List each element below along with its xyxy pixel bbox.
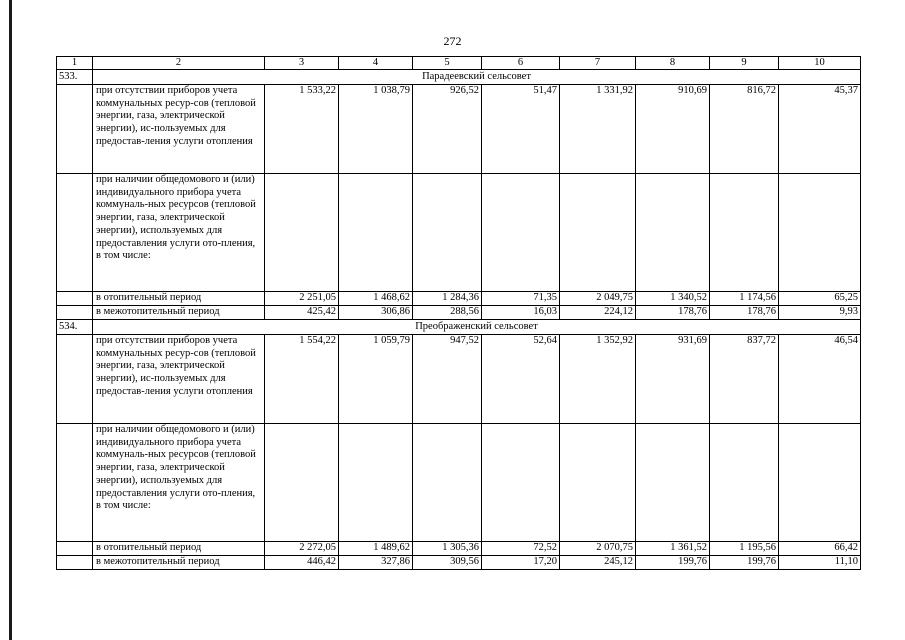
page-edge-rule	[9, 0, 12, 640]
value-cell: 1 331,92	[560, 85, 636, 174]
table-row	[57, 424, 861, 542]
value-cell: 178,76	[710, 306, 779, 320]
table-row	[57, 306, 861, 320]
table-row	[57, 174, 861, 292]
value-cell: 2 272,05	[265, 542, 339, 556]
value-cell: 1 174,56	[710, 292, 779, 306]
value-cell: 288,56	[413, 306, 482, 320]
empty-cell	[57, 424, 93, 542]
value-cell: 816,72	[710, 85, 779, 174]
table-row	[57, 542, 861, 556]
column-header: 5	[413, 57, 482, 70]
section-number: 533.	[57, 70, 93, 85]
value-cell	[413, 174, 482, 292]
column-header: 3	[265, 57, 339, 70]
value-cell	[779, 174, 861, 292]
tariff-table	[56, 56, 861, 570]
table-row	[57, 85, 861, 174]
value-cell: 1 305,36	[413, 542, 482, 556]
value-cell: 926,52	[413, 85, 482, 174]
section-title: Преображенский сельсовет	[93, 320, 861, 335]
value-cell	[636, 424, 710, 542]
row-description: в отопительный период	[93, 542, 265, 556]
table-row	[57, 335, 861, 424]
value-cell: 1 468,62	[339, 292, 413, 306]
value-cell	[779, 424, 861, 542]
value-cell: 1 340,52	[636, 292, 710, 306]
value-cell: 1 352,92	[560, 335, 636, 424]
value-cell: 1 195,56	[710, 542, 779, 556]
column-header: 10	[779, 57, 861, 70]
value-cell	[482, 424, 560, 542]
value-cell	[560, 174, 636, 292]
row-description: при наличии общедомового и (или) индивидуального прибора учета коммуналь-ных ресурсов (тепловой энергии, газа, электрической энергии), используемых для предоставления услуги ото-пления, в том числе:	[93, 424, 265, 542]
empty-cell	[57, 306, 93, 320]
column-header: 9	[710, 57, 779, 70]
value-cell: 2 049,75	[560, 292, 636, 306]
value-cell: 1 059,79	[339, 335, 413, 424]
value-cell: 309,56	[413, 556, 482, 570]
section-title: Парадеевский сельсовет	[93, 70, 861, 85]
value-cell: 1 361,52	[636, 542, 710, 556]
value-cell: 837,72	[710, 335, 779, 424]
value-cell: 17,20	[482, 556, 560, 570]
value-cell: 1 554,22	[265, 335, 339, 424]
value-cell: 224,12	[560, 306, 636, 320]
row-description: при отсутствии приборов учета коммунальных ресур-сов (тепловой энергии, газа, электрической энергии), ис-пользуемых для предостав-ления услуги отопления	[93, 335, 265, 424]
value-cell: 910,69	[636, 85, 710, 174]
value-cell: 2 251,05	[265, 292, 339, 306]
column-header: 8	[636, 57, 710, 70]
row-description: при отсутствии приборов учета коммунальных ресур-сов (тепловой энергии, газа, электрической энергии), ис-пользуемых для предостав-ления услуги отопления	[93, 85, 265, 174]
page-number: 272	[443, 34, 462, 48]
value-cell: 199,76	[710, 556, 779, 570]
value-cell: 11,10	[779, 556, 861, 570]
value-cell	[265, 174, 339, 292]
value-cell	[710, 424, 779, 542]
empty-cell	[57, 292, 93, 306]
row-description: в межотопительный период	[93, 556, 265, 570]
value-cell: 178,76	[636, 306, 710, 320]
row-description: в отопительный период	[93, 292, 265, 306]
column-header: 7	[560, 57, 636, 70]
value-cell	[265, 424, 339, 542]
empty-cell	[57, 174, 93, 292]
value-cell: 45,37	[779, 85, 861, 174]
value-cell: 199,76	[636, 556, 710, 570]
table-row	[57, 556, 861, 570]
value-cell: 1 038,79	[339, 85, 413, 174]
row-description: при наличии общедомового и (или) индивидуального прибора учета коммуналь-ных ресурсов (тепловой энергии, газа, электрической энергии), используемых для предоставления услуги ото-пления, в том числе:	[93, 174, 265, 292]
value-cell	[339, 174, 413, 292]
value-cell: 245,12	[560, 556, 636, 570]
value-cell: 51,47	[482, 85, 560, 174]
value-cell: 446,42	[265, 556, 339, 570]
value-cell: 16,03	[482, 306, 560, 320]
value-cell: 931,69	[636, 335, 710, 424]
value-cell: 9,93	[779, 306, 861, 320]
value-cell	[560, 424, 636, 542]
value-cell	[482, 174, 560, 292]
column-number-row	[57, 57, 861, 70]
value-cell	[710, 174, 779, 292]
section-number: 534.	[57, 320, 93, 335]
table-row	[57, 292, 861, 306]
column-header: 6	[482, 57, 560, 70]
value-cell: 306,86	[339, 306, 413, 320]
empty-cell	[57, 556, 93, 570]
column-header: 2	[93, 57, 265, 70]
value-cell: 1 533,22	[265, 85, 339, 174]
value-cell	[636, 174, 710, 292]
value-cell	[339, 424, 413, 542]
column-header: 4	[339, 57, 413, 70]
value-cell: 72,52	[482, 542, 560, 556]
value-cell: 46,54	[779, 335, 861, 424]
section-header-row	[57, 70, 861, 85]
value-cell: 1 489,62	[339, 542, 413, 556]
empty-cell	[57, 335, 93, 424]
value-cell: 425,42	[265, 306, 339, 320]
value-cell: 327,86	[339, 556, 413, 570]
value-cell	[413, 424, 482, 542]
empty-cell	[57, 542, 93, 556]
value-cell: 2 070,75	[560, 542, 636, 556]
empty-cell	[57, 85, 93, 174]
column-header: 1	[57, 57, 93, 70]
value-cell: 71,35	[482, 292, 560, 306]
value-cell: 52,64	[482, 335, 560, 424]
value-cell: 66,42	[779, 542, 861, 556]
value-cell: 1 284,36	[413, 292, 482, 306]
value-cell: 947,52	[413, 335, 482, 424]
value-cell: 65,25	[779, 292, 861, 306]
row-description: в межотопительный период	[93, 306, 265, 320]
section-header-row	[57, 320, 861, 335]
